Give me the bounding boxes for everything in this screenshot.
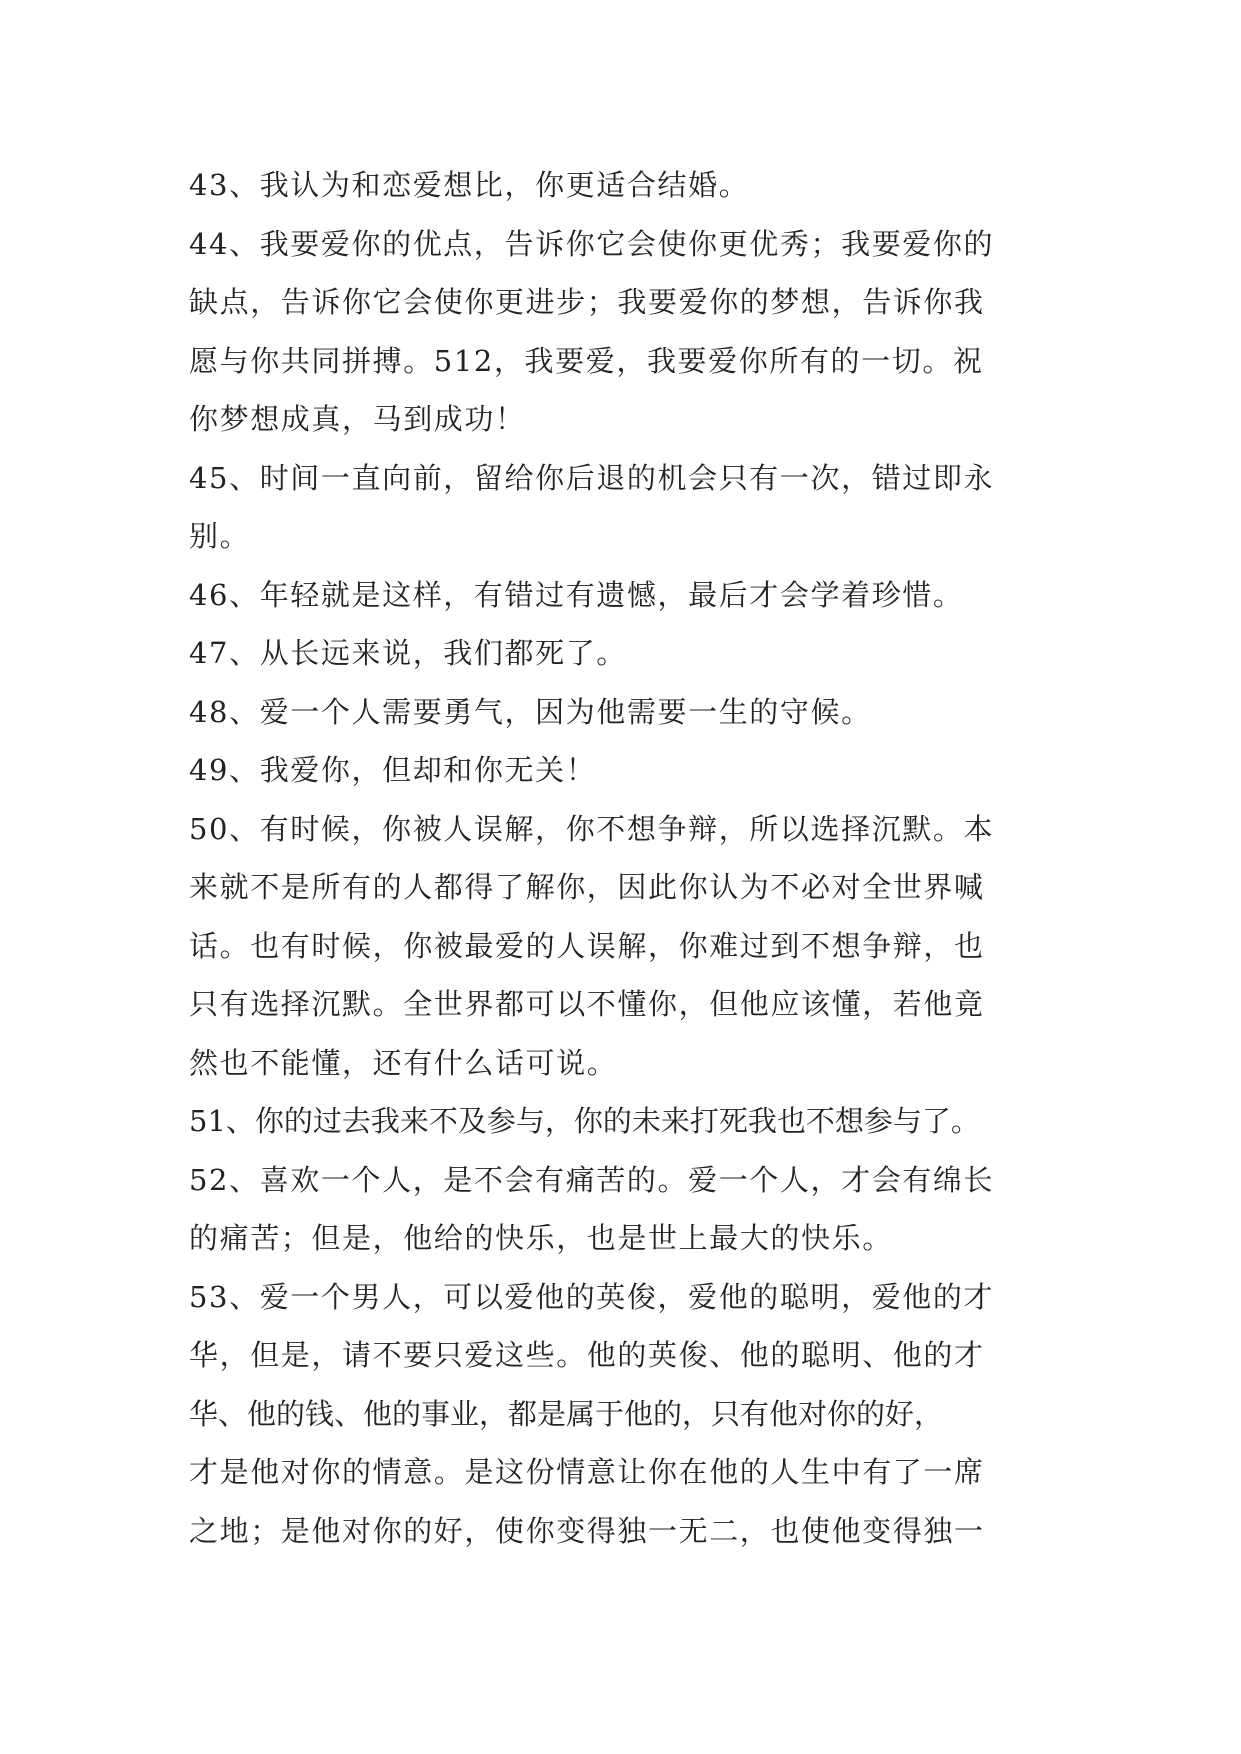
text-line: 之地；是他对你的好，使你变得独一无二，也使他变得独一	[189, 1513, 985, 1548]
text-line: 51、你的过去我来不及参与，你的未来打死我也不想参与了。	[189, 1104, 980, 1138]
text-line: 缺点，告诉你它会使你更进步；我要爱你的梦想，告诉你我	[189, 285, 985, 319]
text-line: 44、我要爱你的优点，告诉你它会使你更优秀；我要爱你的	[189, 226, 995, 261]
text-line: 话。也有时候，你被最爱的人误解，你难过到不想争辩，也	[189, 928, 985, 963]
text-line: 别。	[189, 519, 251, 553]
text-line: 华、他的钱、他的事业，都是属于他的，只有他对你的好，	[189, 1396, 944, 1431]
text-line: 华，但是，请不要只爱这些。他的英俊、他的聪明、他的才	[189, 1338, 985, 1372]
text-line: 的痛苦；但是，他给的快乐，也是世上最大的快乐。	[189, 1221, 893, 1255]
text-line: 47、从长远来说，我们都死了。	[189, 636, 627, 670]
text-line: 43、我认为和恋爱想比，你更适合结婚。	[189, 168, 750, 202]
text-line: 才是他对你的情意。是这份情意让你在他的人生中有了一席	[189, 1455, 985, 1489]
text-line: 46、年轻就是这样，有错过有遗憾，最后才会学着珍惜。	[189, 577, 964, 612]
text-line: 45、时间一直向前，留给你后退的机会只有一次，错过即永	[189, 460, 995, 495]
text-line: 来就不是所有的人都得了解你，因此你认为不必对全世界喊	[189, 870, 985, 904]
document-body	[189, 156, 1059, 1560]
text-line: 然也不能懂，还有什么话可说。	[189, 1045, 618, 1080]
text-line: 53、爱一个男人，可以爱他的英俊，爱他的聪明，爱他的才	[189, 1279, 995, 1314]
text-line: 50、有时候，你被人误解，你不想争辩，所以选择沉默。本	[189, 811, 995, 846]
text-line: 52、喜欢一个人，是不会有痛苦的。爱一个人，才会有绵长	[189, 1162, 995, 1197]
text-line: 你梦想成真，马到成功！	[189, 402, 526, 436]
text-line: 48、爱一个人需要勇气，因为他需要一生的守候。	[189, 694, 872, 729]
text-line: 愿与你共同拼搏。512，我要爱，我要爱你所有的一切。祝	[189, 343, 984, 378]
text-line: 只有选择沉默。全世界都可以不懂你，但他应该懂，若他竟	[189, 987, 985, 1021]
text-line: 49、我爱你，但却和你无关！	[189, 753, 597, 787]
